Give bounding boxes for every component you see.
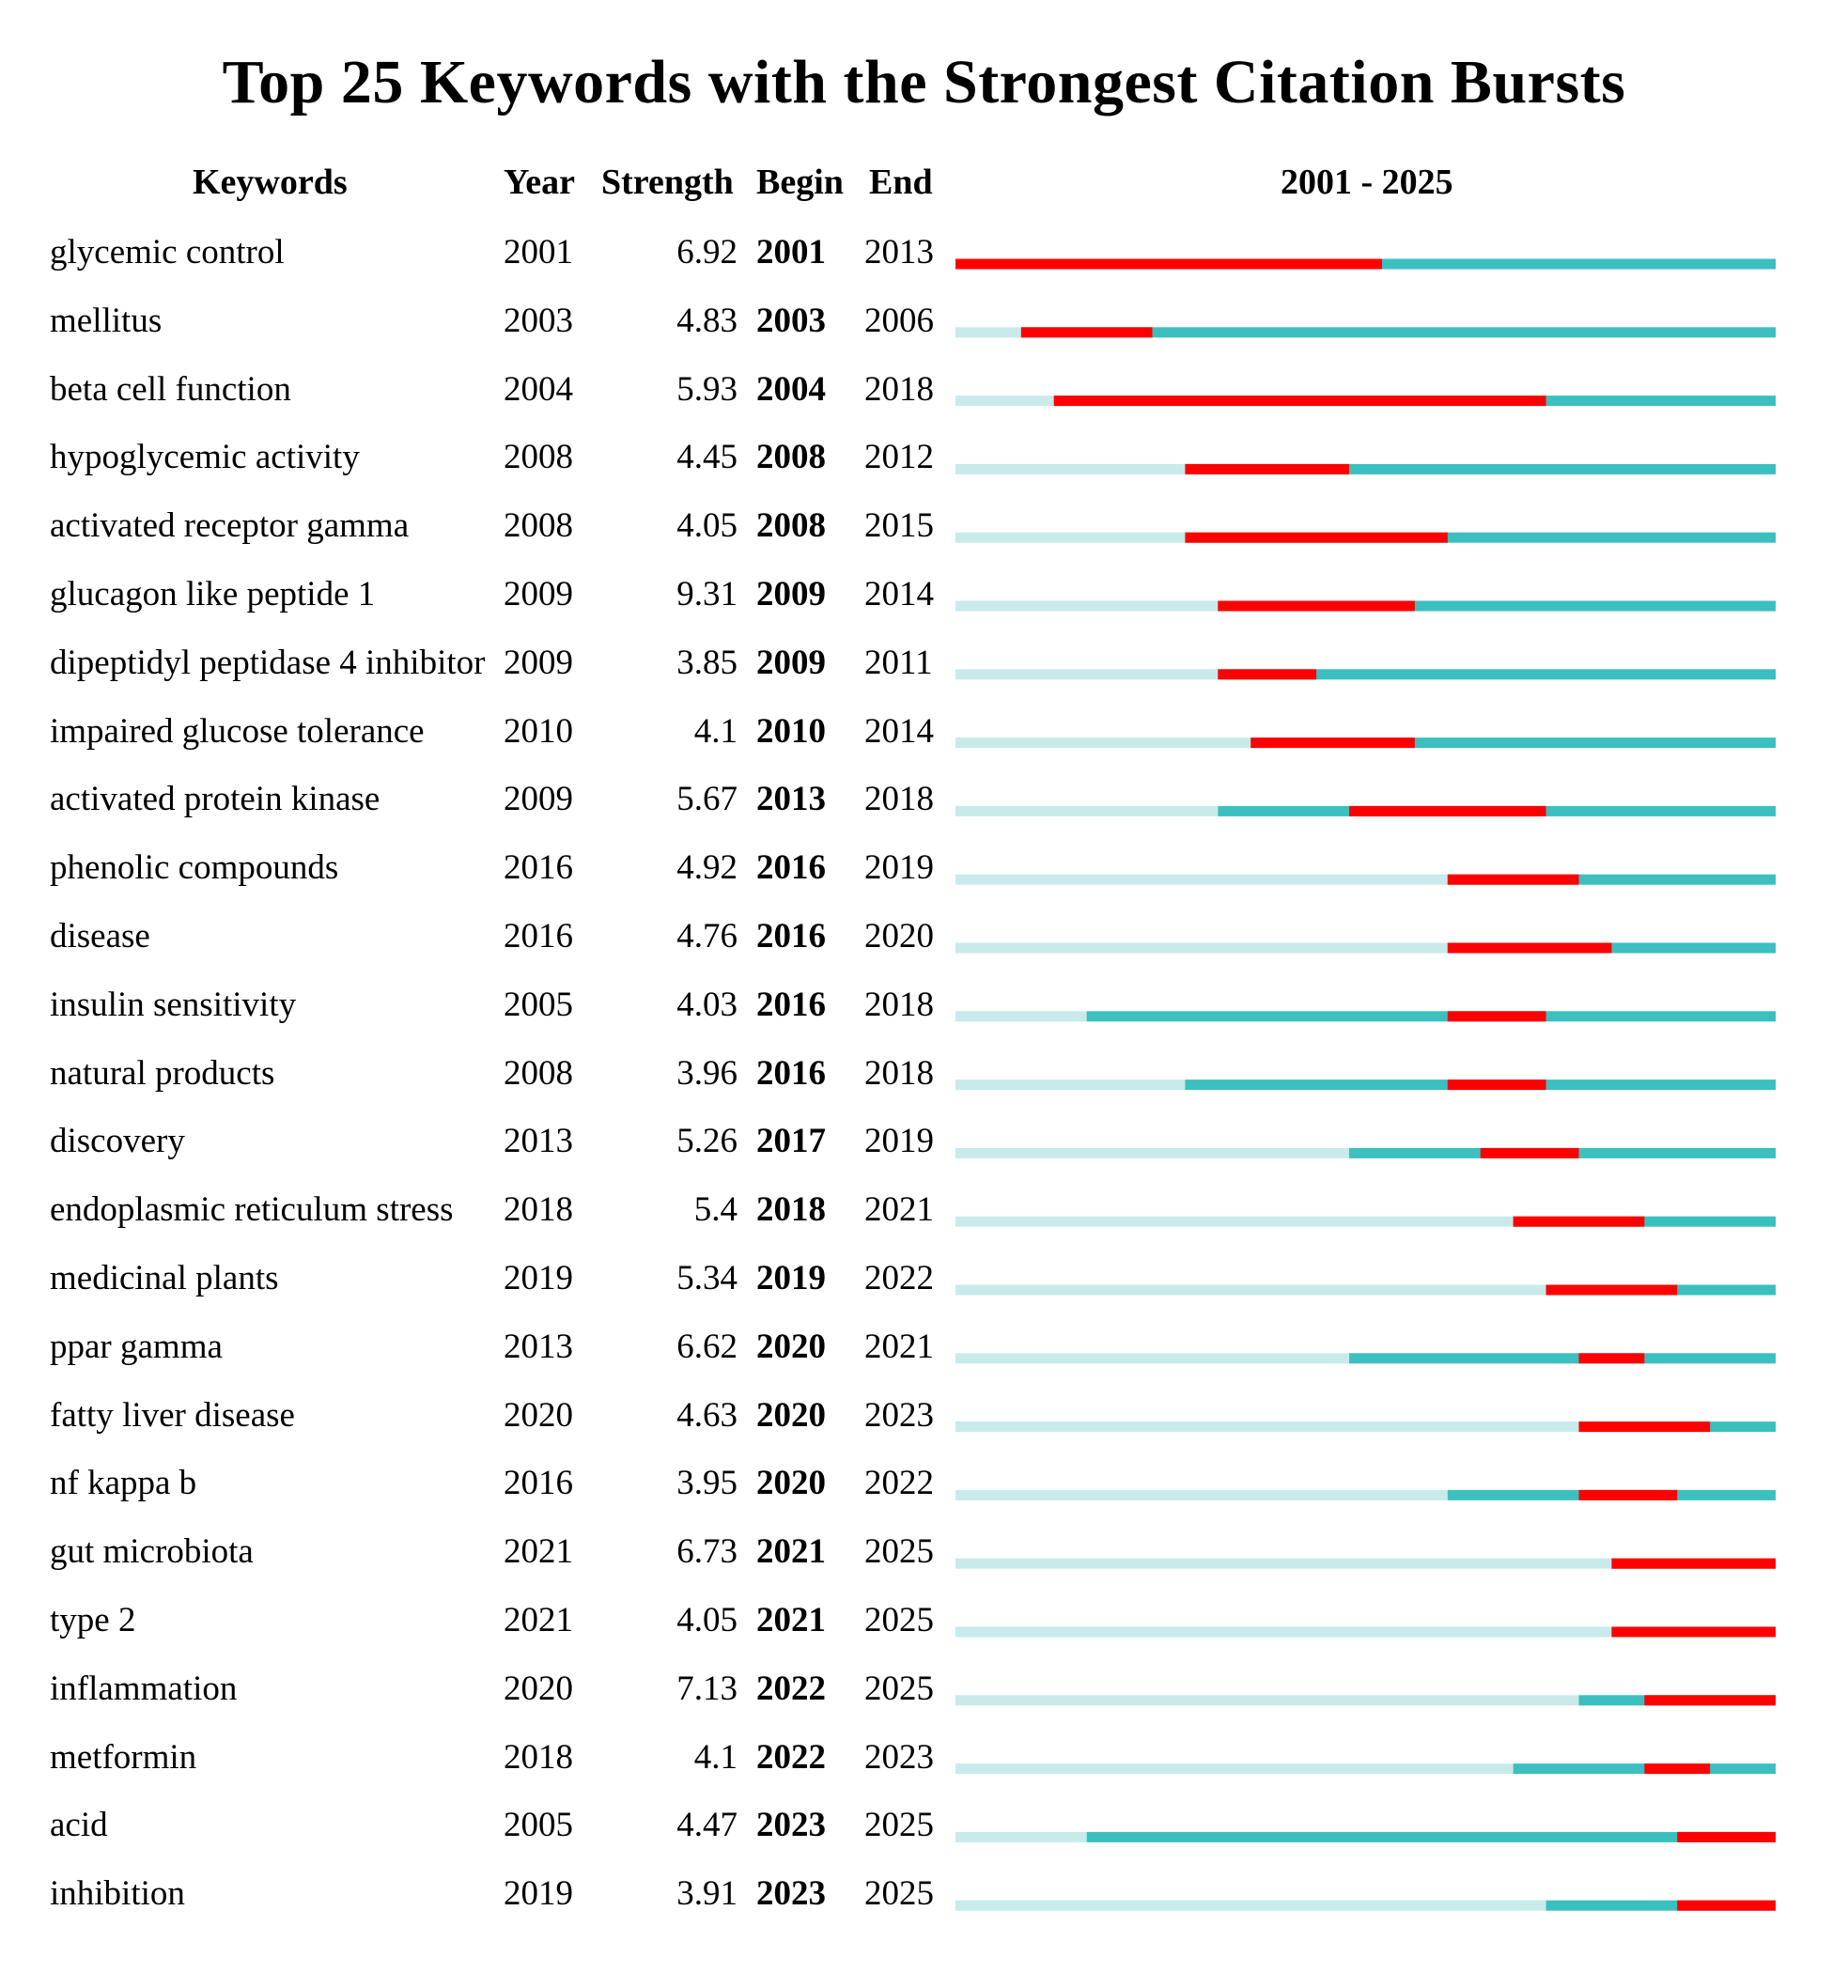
keyword-cell: dipeptidyl peptidase 4 inhibitor xyxy=(50,643,486,682)
keyword-cell: glucagon like peptide 1 xyxy=(50,575,376,613)
strength-cell: 6.73 xyxy=(676,1532,738,1572)
end-cell: 2018 xyxy=(864,1053,934,1093)
end-cell: 2022 xyxy=(864,1464,934,1503)
year-cell: 2019 xyxy=(504,1874,573,1914)
timeline-before-bar xyxy=(955,464,1185,474)
timeline-active-bar xyxy=(1087,1011,1776,1021)
burst-bar xyxy=(1250,738,1415,748)
strength-cell: 7.13 xyxy=(676,1669,738,1708)
year-cell: 2008 xyxy=(504,1053,573,1093)
strength-cell: 4.05 xyxy=(676,1601,738,1639)
begin-cell: 2022 xyxy=(756,1669,826,1708)
year-cell: 2020 xyxy=(504,1395,573,1435)
timeline-before-bar xyxy=(955,1148,1349,1158)
timeline-before-bar xyxy=(955,1559,1611,1569)
year-cell: 2013 xyxy=(504,1122,573,1161)
keyword-cell: beta cell function xyxy=(50,369,291,409)
end-cell: 2025 xyxy=(864,1669,934,1708)
timeline-before-bar xyxy=(955,669,1218,679)
strength-cell: 4.03 xyxy=(676,985,738,1024)
begin-cell: 2023 xyxy=(756,1806,826,1845)
burst-bar xyxy=(1644,1763,1710,1774)
keyword-cell: metformin xyxy=(50,1737,197,1777)
year-cell: 2021 xyxy=(504,1532,573,1572)
burst-bar xyxy=(1448,875,1579,885)
timeline-before-bar xyxy=(955,943,1448,954)
year-cell: 2004 xyxy=(504,369,573,409)
timeline-active-bar xyxy=(1087,1832,1776,1842)
keyword-cell: type 2 xyxy=(50,1601,136,1639)
end-cell: 2025 xyxy=(864,1532,934,1572)
end-cell: 2014 xyxy=(864,711,934,751)
end-cell: 2021 xyxy=(864,1327,934,1366)
header-end: End xyxy=(869,163,933,202)
begin-cell: 2008 xyxy=(756,506,826,546)
begin-cell: 2003 xyxy=(756,301,826,340)
begin-cell: 2021 xyxy=(756,1601,826,1639)
timeline-before-bar xyxy=(955,1832,1087,1842)
header-keywords: Keywords xyxy=(193,163,348,202)
keyword-cell: gut microbiota xyxy=(50,1532,254,1572)
begin-cell: 2016 xyxy=(756,917,826,955)
begin-cell: 2021 xyxy=(756,1532,826,1572)
year-cell: 2009 xyxy=(504,643,573,682)
timeline-before-bar xyxy=(955,396,1054,406)
strength-cell: 5.26 xyxy=(676,1122,738,1161)
begin-cell: 2020 xyxy=(756,1395,826,1435)
year-cell: 2020 xyxy=(504,1669,573,1708)
end-cell: 2018 xyxy=(864,780,934,819)
end-cell: 2021 xyxy=(864,1190,934,1230)
year-cell: 2016 xyxy=(504,1464,573,1503)
strength-cell: 5.93 xyxy=(676,369,738,409)
timeline-before-bar xyxy=(955,1421,1578,1432)
begin-cell: 2020 xyxy=(756,1327,826,1366)
year-cell: 2003 xyxy=(504,301,573,340)
burst-bar xyxy=(1448,943,1612,954)
strength-cell: 5.67 xyxy=(676,780,738,819)
strength-cell: 4.1 xyxy=(693,1737,738,1777)
header-year: Year xyxy=(504,163,575,202)
year-cell: 2005 xyxy=(504,985,573,1024)
burst-bar xyxy=(1185,533,1447,543)
keyword-cell: impaired glucose tolerance xyxy=(50,711,425,751)
burst-bar xyxy=(1644,1695,1776,1705)
strength-cell: 4.1 xyxy=(693,711,738,751)
keyword-cell: activated protein kinase xyxy=(50,780,380,819)
strength-cell: 3.91 xyxy=(676,1874,738,1914)
begin-cell: 2008 xyxy=(756,438,826,477)
end-cell: 2023 xyxy=(864,1737,934,1777)
begin-cell: 2022 xyxy=(756,1737,826,1777)
strength-cell: 3.96 xyxy=(676,1053,738,1093)
strength-cell: 6.62 xyxy=(676,1327,738,1366)
keyword-cell: natural products xyxy=(50,1053,275,1093)
burst-bar xyxy=(1021,327,1153,337)
keyword-cell: discovery xyxy=(50,1122,185,1161)
begin-cell: 2020 xyxy=(756,1464,826,1503)
keyword-cell: inflammation xyxy=(50,1669,238,1708)
burst-bar xyxy=(955,259,1382,270)
begin-cell: 2016 xyxy=(756,1053,826,1093)
burst-bar xyxy=(1514,1217,1645,1227)
begin-cell: 2009 xyxy=(756,643,826,682)
burst-bar xyxy=(1611,1559,1776,1569)
year-cell: 2008 xyxy=(504,506,573,546)
year-cell: 2010 xyxy=(504,711,573,751)
end-cell: 2025 xyxy=(864,1806,934,1845)
end-cell: 2020 xyxy=(864,917,934,955)
burst-bar xyxy=(1578,1490,1677,1500)
timeline-before-bar xyxy=(955,1695,1578,1705)
burst-bar xyxy=(1677,1901,1776,1911)
burst-bar xyxy=(1054,396,1546,406)
burst-bar xyxy=(1349,806,1546,816)
begin-cell: 2010 xyxy=(756,711,826,751)
end-cell: 2025 xyxy=(864,1874,934,1914)
end-cell: 2022 xyxy=(864,1259,934,1297)
burst-bar xyxy=(1677,1832,1776,1842)
burst-bar xyxy=(1218,669,1316,679)
keyword-cell: acid xyxy=(50,1806,108,1845)
timeline-active-bar xyxy=(1349,1353,1776,1363)
year-cell: 2009 xyxy=(504,575,573,613)
year-cell: 2016 xyxy=(504,848,573,888)
year-cell: 2018 xyxy=(504,1737,573,1777)
end-cell: 2006 xyxy=(864,301,934,340)
keyword-cell: mellitus xyxy=(50,301,163,340)
end-cell: 2015 xyxy=(864,506,934,546)
timeline-before-bar xyxy=(955,1217,1514,1227)
year-cell: 2005 xyxy=(504,1806,573,1845)
burst-bar xyxy=(1578,1353,1644,1363)
strength-cell: 3.95 xyxy=(676,1464,738,1503)
burst-bar xyxy=(1448,1011,1546,1021)
chart-title: Top 25 Keywords with the Strongest Citation Bursts xyxy=(222,48,1626,116)
strength-cell: 6.92 xyxy=(676,233,738,272)
end-cell: 2018 xyxy=(864,985,934,1024)
end-cell: 2023 xyxy=(864,1395,934,1435)
begin-cell: 2017 xyxy=(756,1122,826,1161)
begin-cell: 2023 xyxy=(756,1874,826,1914)
timeline-before-bar xyxy=(955,533,1185,543)
keyword-cell: inhibition xyxy=(50,1874,185,1914)
timeline-before-bar xyxy=(955,1353,1349,1363)
year-cell: 2021 xyxy=(504,1601,573,1639)
end-cell: 2025 xyxy=(864,1601,934,1639)
strength-cell: 4.05 xyxy=(676,506,738,546)
timeline-before-bar xyxy=(955,875,1448,885)
burst-bar xyxy=(1448,1079,1546,1090)
strength-cell: 4.92 xyxy=(676,848,738,888)
burst-bar xyxy=(1611,1627,1776,1638)
begin-cell: 2013 xyxy=(756,780,826,819)
end-cell: 2018 xyxy=(864,369,934,409)
end-cell: 2019 xyxy=(864,848,934,888)
end-cell: 2013 xyxy=(864,233,934,272)
timeline-before-bar xyxy=(955,1490,1448,1500)
timeline-before-bar xyxy=(955,327,1021,337)
strength-cell: 5.34 xyxy=(676,1259,738,1297)
timeline-before-bar xyxy=(955,1763,1514,1774)
begin-cell: 2004 xyxy=(756,369,826,409)
end-cell: 2019 xyxy=(864,1122,934,1161)
year-cell: 2009 xyxy=(504,780,573,819)
begin-cell: 2009 xyxy=(756,575,826,613)
keyword-cell: insulin sensitivity xyxy=(50,985,297,1024)
begin-cell: 2018 xyxy=(756,1190,826,1230)
timeline-before-bar xyxy=(955,806,1218,816)
keyword-cell: medicinal plants xyxy=(50,1259,279,1297)
timeline-before-bar xyxy=(955,1627,1611,1638)
timeline-before-bar xyxy=(955,601,1218,612)
strength-cell: 4.45 xyxy=(676,438,738,477)
keyword-cell: disease xyxy=(50,917,150,955)
header-strength: Strength xyxy=(601,163,734,202)
strength-cell: 4.47 xyxy=(676,1806,738,1845)
keyword-cell: activated receptor gamma xyxy=(50,506,410,546)
year-cell: 2013 xyxy=(504,1327,573,1366)
timeline-before-bar xyxy=(955,1285,1546,1296)
burst-bar xyxy=(1218,601,1415,612)
year-cell: 2016 xyxy=(504,917,573,955)
header-begin: Begin xyxy=(756,163,844,202)
year-cell: 2008 xyxy=(504,438,573,477)
strength-cell: 3.85 xyxy=(676,643,738,682)
begin-cell: 2019 xyxy=(756,1259,826,1297)
burst-bar xyxy=(1546,1285,1678,1296)
begin-cell: 2016 xyxy=(756,985,826,1024)
keyword-cell: fatty liver disease xyxy=(50,1395,295,1435)
burst-bar xyxy=(1481,1148,1579,1158)
timeline-before-bar xyxy=(955,1079,1185,1090)
keyword-cell: glycemic control xyxy=(50,233,285,272)
begin-cell: 2001 xyxy=(756,233,826,272)
year-cell: 2019 xyxy=(504,1259,573,1297)
end-cell: 2011 xyxy=(864,643,933,682)
strength-cell: 4.76 xyxy=(676,917,738,955)
keyword-cell: phenolic compounds xyxy=(50,848,339,888)
burst-bar xyxy=(1185,464,1349,474)
begin-cell: 2016 xyxy=(756,848,826,888)
keyword-cell: hypoglycemic activity xyxy=(50,438,360,477)
header-range: 2001 - 2025 xyxy=(1281,163,1453,202)
burst-bar xyxy=(1578,1421,1710,1432)
year-cell: 2018 xyxy=(504,1190,573,1230)
end-cell: 2014 xyxy=(864,575,934,613)
strength-cell: 9.31 xyxy=(676,575,738,613)
keyword-cell: ppar gamma xyxy=(50,1327,223,1366)
timeline-before-bar xyxy=(955,738,1250,748)
end-cell: 2012 xyxy=(864,438,934,477)
timeline-before-bar xyxy=(955,1901,1546,1911)
keyword-cell: endoplasmic reticulum stress xyxy=(50,1190,454,1230)
timeline-before-bar xyxy=(955,1011,1087,1021)
strength-cell: 4.63 xyxy=(676,1395,738,1435)
strength-cell: 5.4 xyxy=(693,1190,738,1230)
year-cell: 2001 xyxy=(504,233,573,272)
strength-cell: 4.83 xyxy=(676,301,738,340)
keyword-cell: nf kappa b xyxy=(50,1464,197,1503)
